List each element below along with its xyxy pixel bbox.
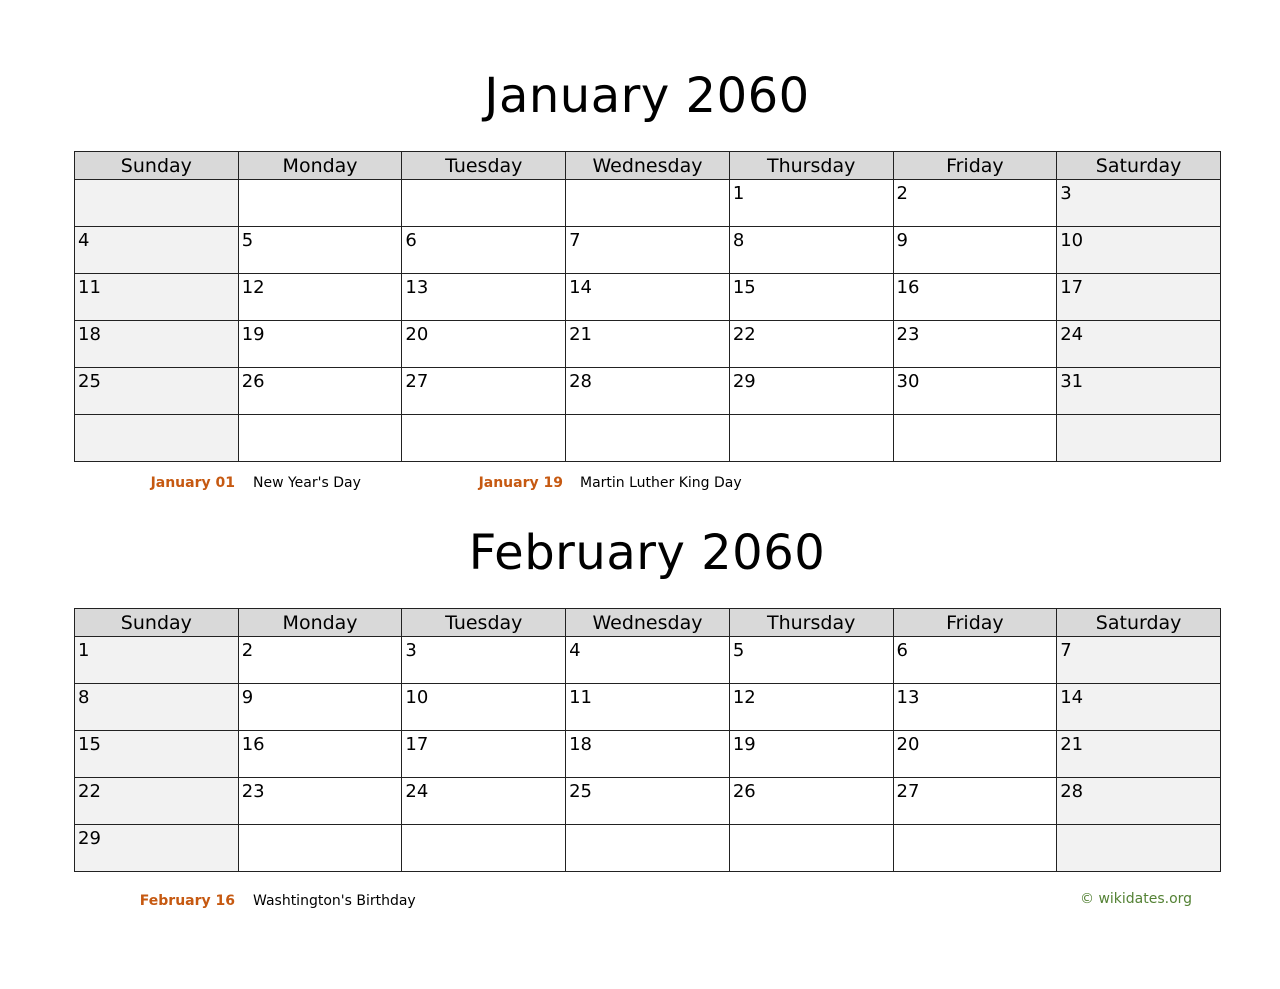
day-cell: 31	[1057, 368, 1221, 415]
day-cell	[1057, 825, 1221, 872]
day-cell: 20	[893, 731, 1057, 778]
day-cell: 2	[893, 180, 1057, 227]
day-cell: 13	[402, 274, 566, 321]
day-cell: 17	[1057, 274, 1221, 321]
day-cell: 30	[893, 368, 1057, 415]
weekday-wednesday: Wednesday	[566, 609, 730, 637]
weekday-saturday: Saturday	[1057, 609, 1221, 637]
day-cell: 22	[729, 321, 893, 368]
holiday-date: January 01	[150, 475, 235, 491]
day-cell: 8	[729, 227, 893, 274]
day-cell: 5	[729, 637, 893, 684]
day-cell: 18	[75, 321, 239, 368]
weekday-saturday: Saturday	[1057, 152, 1221, 180]
day-cell: 28	[1057, 778, 1221, 825]
day-cell: 1	[729, 180, 893, 227]
day-cell: 29	[75, 825, 239, 872]
day-cell: 24	[1057, 321, 1221, 368]
weekday-tuesday: Tuesday	[402, 609, 566, 637]
holiday-date: January 19	[478, 475, 563, 491]
day-cell	[893, 415, 1057, 462]
holiday-name: Washtington's Birthday	[253, 893, 416, 909]
weekday-header-row	[75, 152, 1221, 180]
day-cell	[566, 180, 730, 227]
holiday-date: February 16	[139, 893, 235, 909]
day-cell: 28	[566, 368, 730, 415]
holiday-name: Martin Luther King Day	[580, 475, 742, 491]
weekday-friday: Friday	[893, 609, 1057, 637]
day-cell	[238, 825, 402, 872]
day-cell: 11	[75, 274, 239, 321]
day-cell	[566, 825, 730, 872]
day-cell: 19	[729, 731, 893, 778]
day-cell: 4	[566, 637, 730, 684]
day-cell: 20	[402, 321, 566, 368]
week-row	[75, 415, 1221, 462]
week-row	[75, 731, 1221, 778]
day-cell: 21	[566, 321, 730, 368]
calendar-weeks	[75, 180, 1221, 462]
day-cell: 11	[566, 684, 730, 731]
weekday-thursday: Thursday	[729, 152, 893, 180]
day-cell: 25	[566, 778, 730, 825]
day-cell: 8	[75, 684, 239, 731]
source-credit: © wikidates.org	[1080, 891, 1193, 907]
day-cell: 23	[893, 321, 1057, 368]
day-cell: 26	[238, 368, 402, 415]
weekday-sunday: Sunday	[75, 152, 239, 180]
day-cell: 12	[238, 274, 402, 321]
week-row	[75, 321, 1221, 368]
month-title-january: January 2060	[484, 68, 810, 124]
day-cell	[75, 180, 239, 227]
weekday-sunday: Sunday	[75, 609, 239, 637]
day-cell: 22	[75, 778, 239, 825]
month-title-february: February 2060	[468, 525, 826, 581]
week-row	[75, 227, 1221, 274]
day-cell: 7	[1057, 637, 1221, 684]
holiday-name: New Year's Day	[253, 475, 361, 491]
holiday-list-january	[0, 475, 1280, 499]
day-cell: 3	[402, 637, 566, 684]
day-cell: 16	[893, 274, 1057, 321]
day-cell: 21	[1057, 731, 1221, 778]
day-cell: 16	[238, 731, 402, 778]
day-cell: 18	[566, 731, 730, 778]
week-row	[75, 825, 1221, 872]
day-cell	[402, 180, 566, 227]
day-cell: 27	[893, 778, 1057, 825]
day-cell: 5	[238, 227, 402, 274]
day-cell: 29	[729, 368, 893, 415]
day-cell: 15	[729, 274, 893, 321]
day-cell: 6	[893, 637, 1057, 684]
week-row	[75, 684, 1221, 731]
week-row	[75, 368, 1221, 415]
day-cell: 3	[1057, 180, 1221, 227]
weekday-friday: Friday	[893, 152, 1057, 180]
day-cell	[893, 825, 1057, 872]
day-cell: 14	[1057, 684, 1221, 731]
day-cell: 10	[1057, 227, 1221, 274]
day-cell: 10	[402, 684, 566, 731]
day-cell: 17	[402, 731, 566, 778]
day-cell: 4	[75, 227, 239, 274]
calendar-weeks	[75, 637, 1221, 872]
day-cell: 27	[402, 368, 566, 415]
day-cell: 25	[75, 368, 239, 415]
weekday-monday: Monday	[238, 609, 402, 637]
day-cell	[1057, 415, 1221, 462]
calendar-january	[74, 151, 1221, 462]
week-row	[75, 778, 1221, 825]
day-cell	[238, 180, 402, 227]
weekday-wednesday: Wednesday	[566, 152, 730, 180]
weekday-thursday: Thursday	[729, 609, 893, 637]
day-cell	[729, 415, 893, 462]
day-cell	[729, 825, 893, 872]
day-cell	[238, 415, 402, 462]
day-cell: 1	[75, 637, 239, 684]
day-cell: 15	[75, 731, 239, 778]
weekday-tuesday: Tuesday	[402, 152, 566, 180]
day-cell: 14	[566, 274, 730, 321]
week-row	[75, 274, 1221, 321]
day-cell: 6	[402, 227, 566, 274]
weekday-monday: Monday	[238, 152, 402, 180]
day-cell	[402, 825, 566, 872]
day-cell: 7	[566, 227, 730, 274]
day-cell: 24	[402, 778, 566, 825]
week-row	[75, 637, 1221, 684]
day-cell: 12	[729, 684, 893, 731]
day-cell: 13	[893, 684, 1057, 731]
day-cell: 26	[729, 778, 893, 825]
day-cell: 19	[238, 321, 402, 368]
calendar-february	[74, 608, 1221, 872]
day-cell: 23	[238, 778, 402, 825]
weekday-header-row	[75, 609, 1221, 637]
day-cell: 2	[238, 637, 402, 684]
day-cell	[402, 415, 566, 462]
day-cell	[75, 415, 239, 462]
day-cell: 9	[893, 227, 1057, 274]
day-cell: 9	[238, 684, 402, 731]
day-cell	[566, 415, 730, 462]
week-row	[75, 180, 1221, 227]
